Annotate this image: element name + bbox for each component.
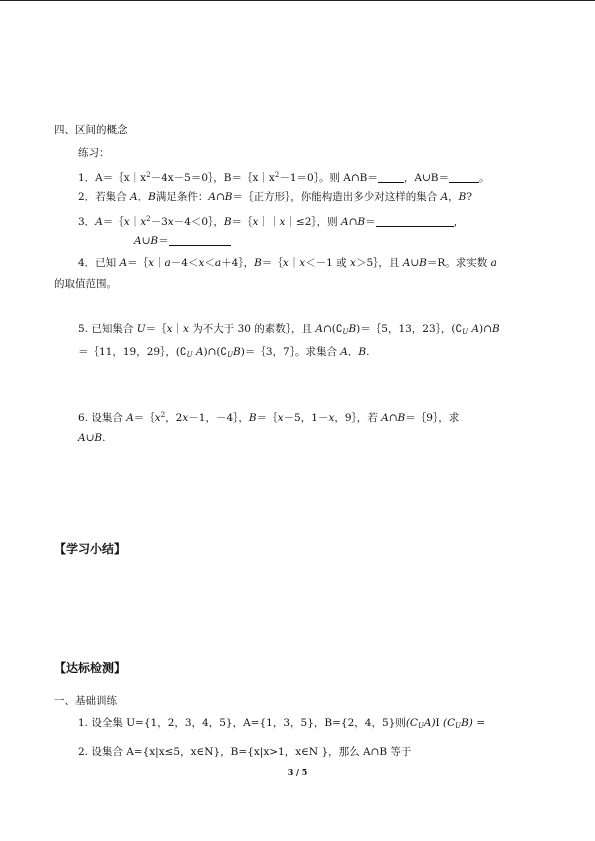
- question-2: 2．若集合 A．B满足条件：A∩B＝｛正方形｝，你能构造出多少对这样的集合 A，B?: [78, 191, 473, 203]
- answer-blank[interactable]: [449, 171, 479, 183]
- header-rule: [0, 0, 595, 1]
- page-number: 3 / 5: [287, 767, 308, 777]
- question-5-continued: ＝｛11，19，29｝，($∁_U$ $A)\cap(∁_UB)=\{3$，7｝。求集合 A．B.: [78, 346, 370, 359]
- basic-training-title: 一、基础训练: [54, 695, 117, 707]
- question-3-continued: A∪B＝: [134, 234, 231, 248]
- test-question-2: 2. 设集合 A={x|x≤5，x∈N}，B={x|x>1，x∈N }，那么 A∩B 等于: [78, 746, 412, 758]
- question-3: 3．$A=\{x|x^2-3x-4<0\}$，B＝｛x｜｜x｜≤2｝，则 A∩B＝ ，: [78, 215, 465, 228]
- question-1: 1．$A=\{x|x^2-4x-5=0\}$，$B=\{x|x^2-1=0\}$。则 A∩B＝ ，A∪B＝ 。: [78, 171, 490, 184]
- question-4: 4．已知 A＝｛x｜a－4＜x＜a＋4｝，B＝｛x｜x＜－1 或 x＞5｝，且 A∪B＝R。求实数 a: [78, 257, 497, 269]
- question-6-continued: A∪B.: [78, 432, 106, 444]
- answer-blank[interactable]: [376, 215, 454, 227]
- question-4-continued: 的取值范围。: [54, 278, 117, 290]
- question-6: 6. 设集合 $A=\{x^2$，2x－1，－4｝，B＝｛x－5，1－x，9｝，若 A∩B＝｛9｝，求: [78, 411, 460, 424]
- answer-blank[interactable]: [378, 171, 404, 183]
- test-question-1: 1. 设全集 U={1，2，3，4，5}，A={1，3，5}，B={2，4，5}则$(C_UA)I$ $(C_UB)$ =: [78, 717, 486, 730]
- test-heading: 【达标检测】: [54, 661, 127, 675]
- section-title: 四、区间的概念: [54, 124, 128, 136]
- answer-blank[interactable]: [169, 234, 231, 246]
- practice-label: 练习：: [78, 147, 110, 159]
- summary-heading: 【学习小结】: [54, 542, 127, 556]
- question-5: 5. 已知集合 U＝｛x｜x 为不大于 30 的素数｝，且 $A\cap(∁_UB)=\{5$，13，23｝，($∁_U$ A)∩B: [78, 323, 500, 336]
